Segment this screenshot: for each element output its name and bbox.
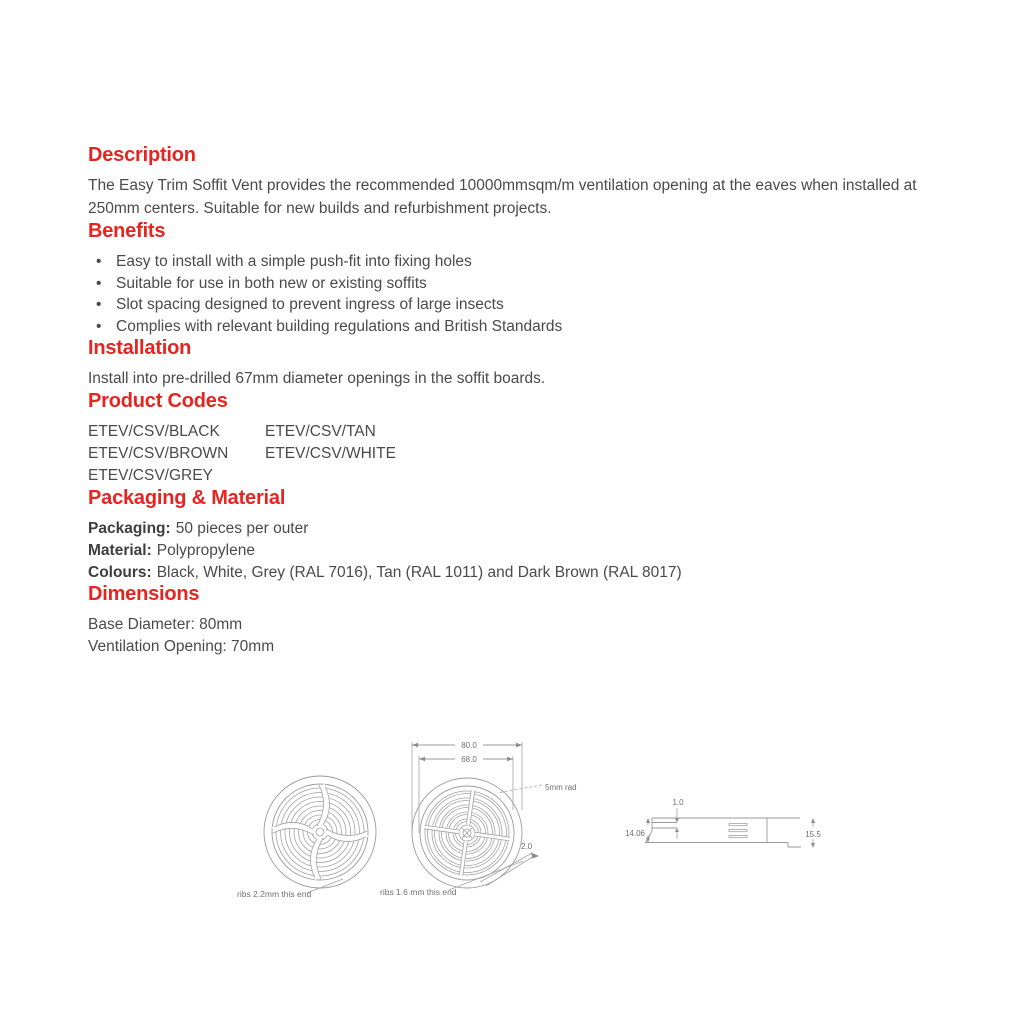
material-row — [88, 540, 938, 562]
installation-text: Install into pre-drilled 67mm diameter openings in the soffit boards. — [88, 370, 546, 388]
list-item — [96, 273, 938, 295]
dimension-lines — [88, 614, 938, 657]
ribs-left-label: ribs 2.2mm this end — [237, 889, 312, 899]
pinwheel-ribs — [273, 785, 367, 879]
list-item — [96, 294, 938, 316]
description-text: The Easy Trim Soffit Vent provides the recommended 10000mmsqm/m ventilation opening at the eaves when installed at 250mm centers. Suitable for new builds and refurbishment projects. — [88, 177, 917, 217]
profile-view — [625, 798, 821, 848]
rim-thickness-label: 2.0 — [521, 842, 533, 851]
row-label: Packaging: — [88, 520, 171, 538]
benefit-text: Slot spacing designed to prevent ingress of large insects — [116, 296, 504, 314]
profile-left-height-dimension — [625, 818, 650, 843]
product-code: ETEV/CSV/BROWN — [88, 445, 229, 463]
section-product-codes — [88, 390, 938, 487]
grid-spacer — [265, 465, 396, 487]
dim-68-label: 68.0 — [461, 755, 477, 764]
vent-back-view — [264, 776, 376, 888]
packaging-material-rows — [88, 518, 938, 583]
profile-gap-dimension — [672, 798, 684, 839]
radius-callout — [497, 783, 577, 793]
ventilation-opening-text: Ventilation Opening: 70mm — [88, 637, 275, 655]
profile-right-height-dimension — [805, 818, 821, 848]
product-codes-heading: Product Codes — [88, 390, 228, 413]
benefit-text: Suitable for use in both new or existing soffits — [116, 274, 427, 292]
section-installation — [88, 337, 938, 390]
hub-cross — [462, 828, 472, 838]
base-diameter-text: Base Diameter: 80mm — [88, 616, 243, 634]
section-description — [88, 144, 938, 220]
vent-front-view — [412, 778, 522, 888]
row-value: 50 pieces per outer — [175, 520, 309, 538]
row-value: Black, White, Grey (RAL 7016), Tan (RAL 1011) and Dark Brown (RAL 8017) — [156, 563, 682, 581]
benefit-text: Complies with relevant building regulations and British Standards — [116, 317, 563, 335]
radius-label: 5mm rad — [545, 783, 577, 792]
technical-drawing — [235, 735, 835, 920]
row-value: Polypropylene — [156, 541, 255, 559]
packaging-material-heading: Packaging & Material — [88, 487, 286, 510]
ribs-left-leader-line — [307, 879, 343, 893]
dimensions-heading: Dimensions — [88, 583, 200, 606]
installation-heading: Installation — [88, 337, 192, 360]
profile-gap-label: 1.0 — [672, 798, 684, 807]
list-item — [96, 316, 938, 338]
product-code: ETEV/CSV/GREY — [88, 467, 213, 485]
rim-thickness-callout — [480, 842, 539, 886]
colours-row — [88, 562, 938, 584]
section-packaging-material — [88, 487, 938, 583]
ribs-right-label: ribs 1.6 mm this end — [380, 887, 457, 897]
packaging-row — [88, 518, 938, 540]
profile-left-height-label: 14.06 — [624, 829, 645, 838]
product-code: ETEV/CSV/TAN — [265, 423, 376, 441]
section-benefits — [88, 220, 938, 337]
profile-right-height-label: 15.5 — [805, 830, 821, 839]
product-code: ETEV/CSV/WHITE — [265, 445, 396, 463]
product-code: ETEV/CSV/BLACK — [88, 423, 220, 441]
dim-80-label: 80.0 — [461, 741, 477, 750]
product-codes-grid — [88, 421, 938, 487]
row-label: Material: — [88, 541, 152, 559]
list-item — [96, 251, 938, 273]
description-heading: Description — [88, 144, 196, 166]
section-dimensions — [88, 583, 938, 657]
benefit-text: Easy to install with a simple push-fit into fixing holes — [116, 253, 472, 270]
benefits-list — [88, 251, 938, 337]
row-label: Colours: — [88, 563, 152, 581]
datasheet-content — [88, 144, 938, 657]
benefits-heading: Benefits — [88, 220, 166, 242]
